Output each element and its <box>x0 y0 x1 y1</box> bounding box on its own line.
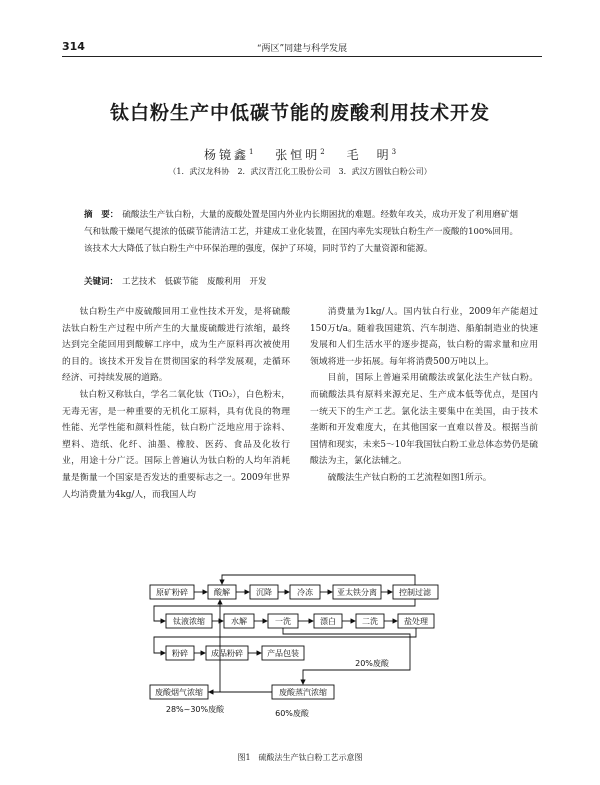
paragraph: 消费量为1kg/人。国内钛白行业，2009年产能超过150万t/a。随着我国建筑、汽车制造、船舶制造业的快速发展和人们生活水平的逐步提高，钛白粉的需求量和应用领域将进一步拓展。每年将消费500万吨以上。 <box>310 307 538 367</box>
keywords <box>84 275 518 287</box>
flow-label: 产品包装 <box>267 649 299 658</box>
flow-label: 控制过滤 <box>399 588 431 597</box>
flow-diagram <box>140 570 440 745</box>
header-divider <box>62 56 542 57</box>
flow-annotation: 60%废酸 <box>275 709 309 718</box>
flow-label: 原矿粉碎 <box>156 588 188 597</box>
flow-annotation: 28%~30%废酸 <box>165 705 225 714</box>
author-sup: 3 <box>391 148 397 156</box>
flow-annotation: 20%废酸 <box>355 659 389 668</box>
figure-caption: 图1 硫酸法生产钛白粉工艺示意图 <box>237 753 363 762</box>
article-title: 钛白粉生产中低碳节能的废酸利用技术开发 <box>109 102 490 124</box>
paragraph: 目前，国际上普遍采用硫酸法或氯化法生产钛白粉。而硫酸法具有原料来源充足、生产成本低等优点，是国内一统天下的生产工艺。氯化法主要集中在美国，由于技术垄断和开发难度大，在其他国家一直难以普及。根据当前国情和现实，未来5～10年我国钛白粉工业总体态势仍是硫酸法为主，氯化法辅之。 <box>310 373 538 467</box>
paragraph: 硫酸法生产钛白粉的工艺流程如图1所示。 <box>327 472 492 483</box>
flow-label: 盐处理 <box>404 617 428 626</box>
affiliations: （1．武汉龙科协 2．武汉青江化工股份公司 3．武汉方圆钛白粉公司） <box>168 167 432 176</box>
flow-label: 沉降 <box>256 588 272 597</box>
keywords-label: 关键词： <box>84 277 119 287</box>
body-column-right <box>310 304 538 487</box>
flow-label: 成品粉碎 <box>211 649 243 658</box>
flow-label: 二洗 <box>362 617 378 626</box>
paragraph: 钛白粉生产中废硫酸回用工业性技术开发，是将硫酸法钛白粉生产过程中所产生的大量废硫酸进行浓缩，最终达到完全能回用到酸解工序中，成为生产原料再次被使用的目的。该技术开发旨在贯彻国家的科学发展观，走循环经济、可持续发展的道路。 <box>62 307 290 384</box>
flow-label: 冷冻 <box>297 588 313 597</box>
flow-label: 一洗 <box>275 617 291 626</box>
flow-label: 废酸烟气浓缩 <box>155 688 203 697</box>
author-name: 杨镜鑫 <box>203 148 249 162</box>
page-number: 314 <box>62 40 85 53</box>
flow-label: 废酸蒸汽浓缩 <box>279 688 327 697</box>
running-title: “两区”同建与科学发展 <box>256 44 348 54</box>
author-sup: 1 <box>248 148 254 156</box>
page-header <box>62 40 542 54</box>
abstract <box>84 207 518 258</box>
keywords-text: 工艺技术 低碳节能 废酸利用 开发 <box>122 277 267 287</box>
flow-label: 亚太铁分离 <box>337 588 377 597</box>
flow-label: 酸解 <box>214 588 230 597</box>
author-name: 毛 明 <box>346 148 392 162</box>
process-flow-figure <box>140 570 440 745</box>
flow-label: 水解 <box>231 617 247 626</box>
author-name: 张恒明 <box>275 148 321 162</box>
paragraph: 钛白粉又称钛白，学名二氧化钛（TiO₂），白色粉末，无毒无害，是一种重要的无机化工原料，具有优良的物理性能、光学性能和颜料性能，钛白粉广泛地应用于涂料、塑料、造纸、化纤、油墨、橡胶、医药、食品及化妆行业，用途十分广泛。国际上普遍认为钛白粉的人均年消耗量是衡量一个国家是否发达的重要标志之一。2009年世界人均消费量为4kg/人，而我国人均 <box>62 389 290 500</box>
author-sup: 2 <box>320 148 325 156</box>
flow-label: 漂白 <box>320 617 336 626</box>
abstract-text: 硫酸法生产钛白粉，大量的废酸处置是国内外业内长期困扰的难题。经数年攻关，成功开发了利用磨矿烟气和钛酸干燥尾气提浓的低碳节能清洁工艺，并建成工业化装置，在国内率先实现钛白粉生产一废酸的100%回用。该技术大大降低了钛白粉生产中环保治理的强度，保护了环境，同时节约了大量资源和能源。 <box>84 210 518 254</box>
body-column-left <box>62 304 290 503</box>
author-list <box>60 146 540 163</box>
flow-label: 钛液浓缩 <box>173 617 205 626</box>
flow-label: 粉碎 <box>172 649 188 658</box>
abstract-label: 摘 要： <box>84 210 119 220</box>
